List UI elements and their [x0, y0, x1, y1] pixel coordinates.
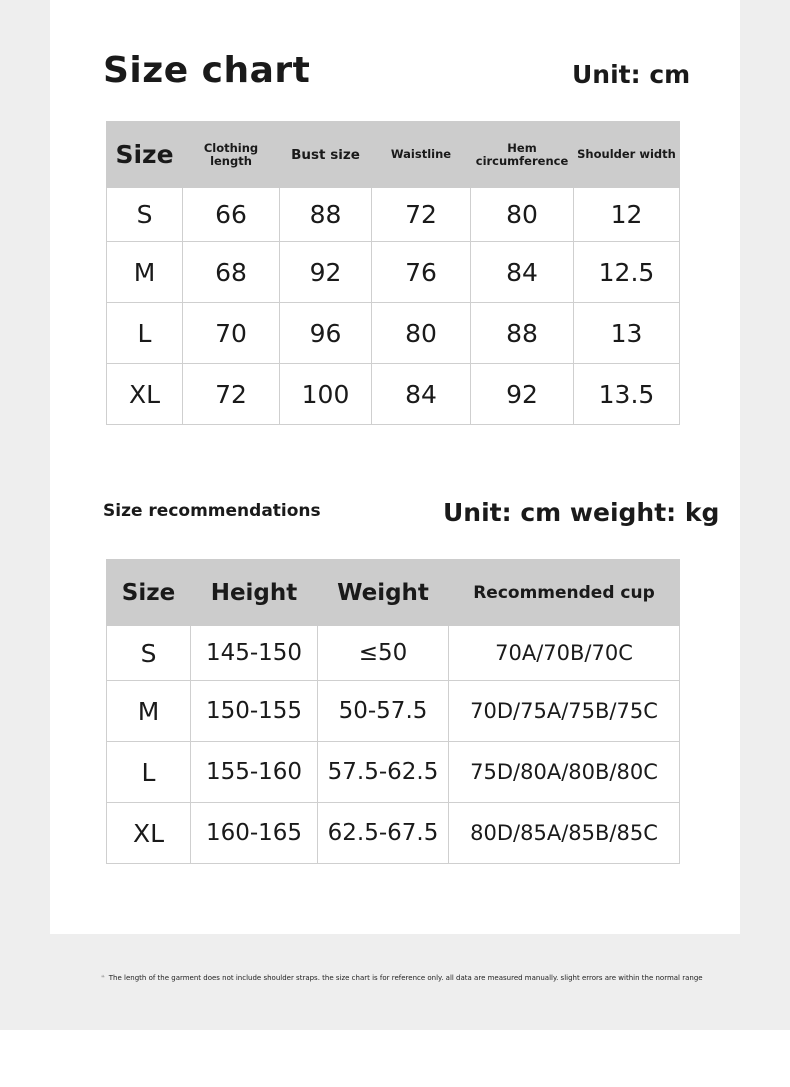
table-cell: S [107, 626, 191, 681]
table-cell: 80 [471, 188, 574, 242]
header-weight: Weight [318, 560, 449, 626]
footnote [101, 974, 703, 982]
table-cell: 75D/80A/80B/80C [449, 742, 680, 803]
table-row [107, 364, 680, 425]
table-cell: 50-57.5 [318, 681, 449, 742]
table-cell: 66 [183, 188, 280, 242]
table-cell: L [107, 303, 183, 364]
header-waistline: Waistline [372, 122, 471, 188]
table-cell: 12.5 [574, 242, 680, 303]
header-clothing-length: Clothing length [183, 122, 280, 188]
table-cell: 88 [471, 303, 574, 364]
table-cell: 70D/75A/75B/75C [449, 681, 680, 742]
recommendations-table [106, 559, 680, 864]
table-cell: 13.5 [574, 364, 680, 425]
table-cell: 100 [280, 364, 372, 425]
table-row [107, 742, 680, 803]
size-chart-title: Size chart [103, 50, 311, 91]
table-cell: 92 [471, 364, 574, 425]
table-cell: 150-155 [191, 681, 318, 742]
table-cell: M [107, 242, 183, 303]
table-cell: 70 [183, 303, 280, 364]
table-cell: 68 [183, 242, 280, 303]
table-cell: 13 [574, 303, 680, 364]
header-size: Size [107, 560, 191, 626]
table-cell: 155-160 [191, 742, 318, 803]
table-row [107, 242, 680, 303]
table-row [107, 188, 680, 242]
table-row [107, 803, 680, 864]
table-header-row [107, 122, 680, 188]
table-cell: 92 [280, 242, 372, 303]
recommendations-title: Size recommendations [103, 501, 321, 521]
table-cell: M [107, 681, 191, 742]
table-cell: 84 [372, 364, 471, 425]
table-cell: 145-150 [191, 626, 318, 681]
table-cell: 72 [372, 188, 471, 242]
footnote-text: The length of the garment does not include shoulder straps. the size chart is for reference only. all data are measured manually. slight errors are within the normal range [108, 974, 703, 982]
table-cell: 84 [471, 242, 574, 303]
table-cell: 62.5-67.5 [318, 803, 449, 864]
header-recommended-cup: Recommended cup [449, 560, 680, 626]
table-cell: 80D/85A/85B/85C [449, 803, 680, 864]
table-cell: XL [107, 364, 183, 425]
table-header-row [107, 560, 680, 626]
table-row [107, 303, 680, 364]
table-row [107, 681, 680, 742]
table-cell: ≤50 [318, 626, 449, 681]
table-cell: 96 [280, 303, 372, 364]
table-cell: 57.5-62.5 [318, 742, 449, 803]
header-height: Height [191, 560, 318, 626]
recommendations-unit: Unit: cm weight: kg [443, 498, 720, 527]
header-bust-size: Bust size [280, 122, 372, 188]
header-shoulder-width: Shoulder width [574, 122, 680, 188]
table-cell: 72 [183, 364, 280, 425]
table-cell: 12 [574, 188, 680, 242]
table-cell: 76 [372, 242, 471, 303]
table-cell: 160-165 [191, 803, 318, 864]
table-cell: L [107, 742, 191, 803]
size-chart-unit: Unit: cm [572, 60, 691, 89]
size-chart-table [106, 121, 680, 425]
header-size: Size [107, 122, 183, 188]
table-cell: 88 [280, 188, 372, 242]
note-marker-icon: ❝ [101, 974, 105, 982]
table-cell: 70A/70B/70C [449, 626, 680, 681]
table-cell: S [107, 188, 183, 242]
table-row [107, 626, 680, 681]
table-cell: 80 [372, 303, 471, 364]
header-hem-circumference: Hem circumference [471, 122, 574, 188]
table-cell: XL [107, 803, 191, 864]
